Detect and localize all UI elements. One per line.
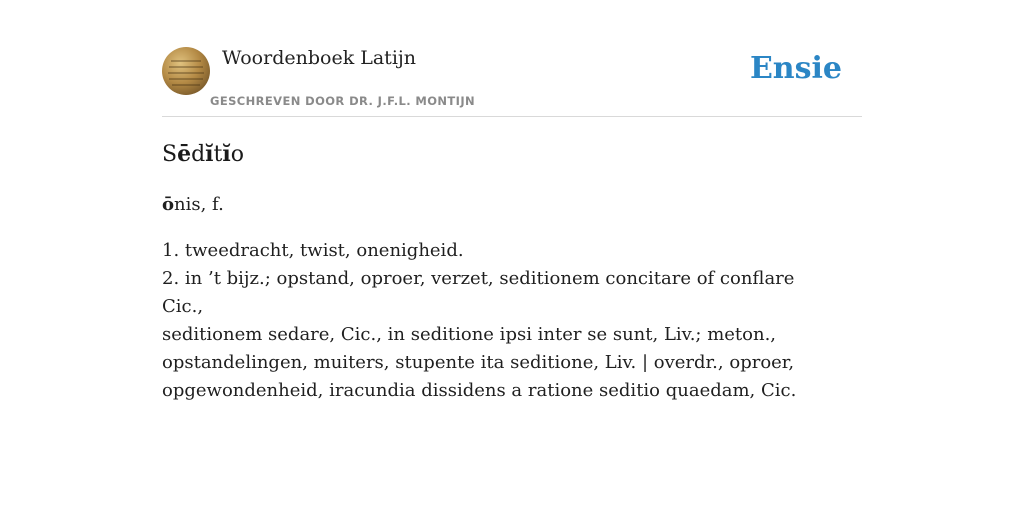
ensie-logo-link[interactable]: Ensie (749, 51, 842, 86)
grammar-ending-bold: ō (162, 194, 175, 215)
definition-line: 2. in ’t bijz.; opstand, oproer, verzet, seditionem concitare of conflare Cic., (162, 268, 795, 317)
headword-letter: ĭ (205, 141, 214, 167)
definition-line: seditionem sedare, Cic., in seditione ipsi inter se sunt, Liv.; meton., (162, 324, 777, 345)
definition-list (162, 237, 812, 405)
author-credit: GESCHREVEN DOOR DR. J.F.L. MONTIJN (210, 94, 476, 108)
coin-inscription-icon[interactable] (162, 47, 210, 95)
definition-line: 1. tweedracht, twist, onenigheid. (162, 240, 464, 261)
headword-letter: t (213, 142, 223, 167)
grammar-ending-rest: nis, f. (174, 194, 224, 215)
dictionary-title[interactable]: Woordenboek Latijn (222, 47, 417, 69)
headword-letter: o (230, 142, 244, 167)
headword-letter: d (191, 142, 206, 167)
headword-letter: S (162, 142, 178, 167)
headword-letter: ĭ (222, 141, 231, 167)
dictionary-entry (162, 138, 812, 405)
headword-letter: ē (177, 141, 192, 167)
definition-line: opgewondenheid, iracundia dissidens a ratione seditio quaedam, Cic. (162, 380, 797, 401)
entry-headword (162, 138, 812, 171)
grammar-info (162, 191, 812, 219)
site-header (162, 46, 862, 117)
definition-line: opstandelingen, muiters, stupente ita seditione, Liv. | overdr., oproer, (162, 352, 795, 373)
